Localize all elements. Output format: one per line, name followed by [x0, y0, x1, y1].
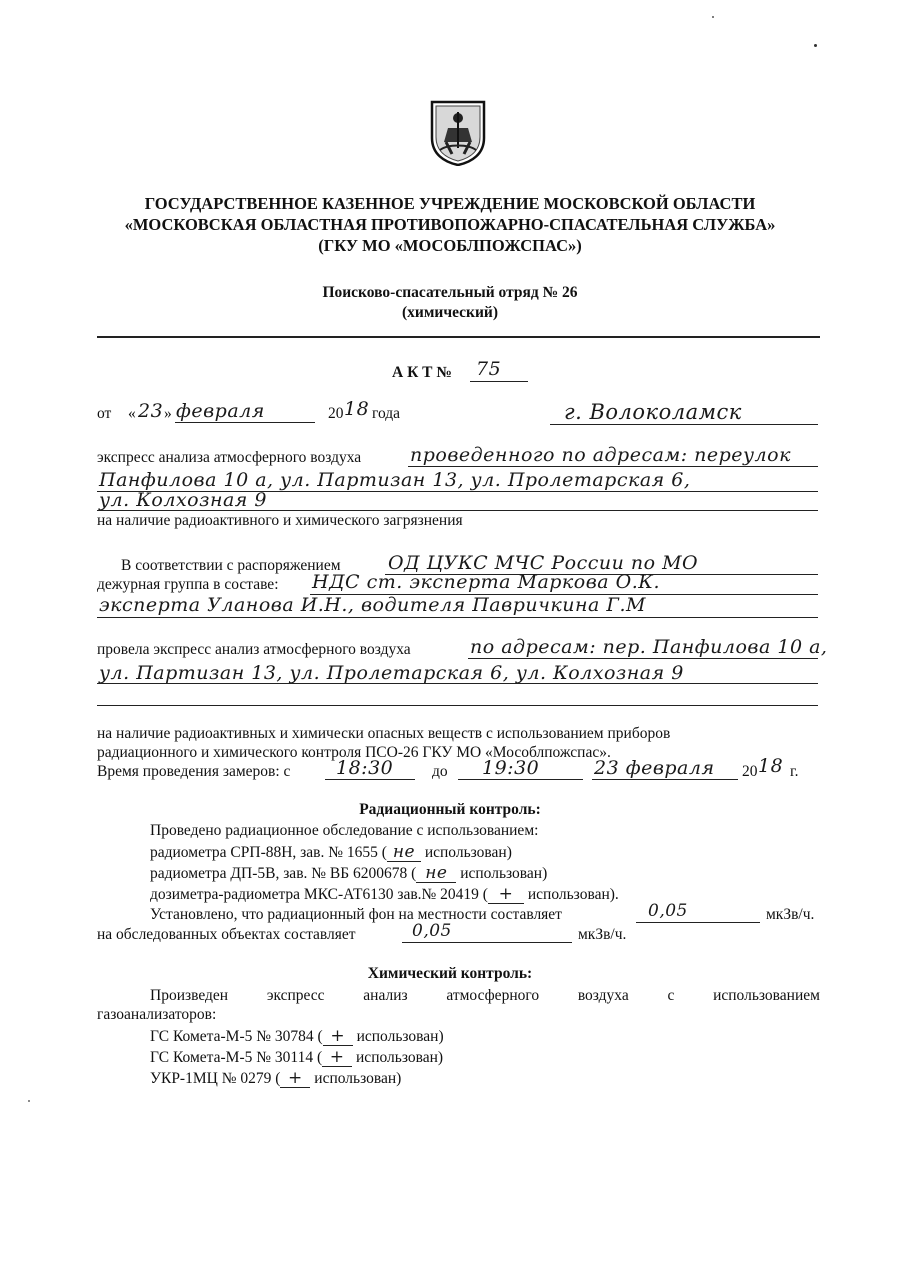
act-number: 75 [476, 358, 502, 380]
radiation-objects-underline [402, 942, 572, 943]
time-to-underline [458, 779, 583, 780]
radiation-device-3-text: дозиметра-радиометра МКС-АТ6130 зав.№ 20419 ( [150, 886, 488, 903]
radiation-device-1-text: радиометра СРП-88Н, зав. № 1655 ( [150, 844, 387, 861]
chemical-intro-word: атмосферного [446, 987, 540, 1004]
chemical-device-2-text: ГС Комета-М-5 № 30114 ( [150, 1049, 323, 1066]
express-address-line2: Панфилова 10 а, ул. Партизан 13, ул. Пролетарская 6, [99, 469, 691, 491]
chemical-intro-word: воздуха [577, 987, 629, 1004]
time-year-prefix: 20 [742, 763, 758, 780]
org-name-line1: ГОСУДАРСТВЕННОЕ КАЗЕННОЕ УЧРЕЖДЕНИЕ МОСКОВСКОЙ ОБЛАСТИ [144, 194, 756, 213]
chemical-intro-line1 [150, 987, 820, 1005]
radiation-title: Радиационный контроль: [359, 801, 541, 818]
act-label: А К Т № [392, 364, 452, 381]
radiation-intro: Проведено радиационное обследование с использованием: [150, 822, 539, 839]
radiation-device-2-mark: не [416, 864, 456, 883]
date-year: 18 [344, 398, 370, 420]
time-date: 23 февраля [594, 757, 715, 779]
radiation-device-2 [150, 864, 547, 883]
date-prefix: от [97, 405, 112, 422]
time-label: Время проведения замеров: с [97, 763, 291, 780]
chemical-device-3-text: УКР-1МЦ № 0279 ( [150, 1070, 281, 1087]
chemical-device-2-mark: + [322, 1048, 352, 1067]
conducted-label: провела экспресс анализ атмосферного воздуха [97, 641, 411, 658]
chemical-intro-word: анализ [363, 987, 408, 1004]
radiation-objects-value: 0,05 [412, 921, 452, 941]
radiation-background-underline [636, 922, 760, 923]
unit-name-line2: (химический) [402, 304, 498, 321]
purpose-line1: на наличие радиоактивных и химически опасных веществ с использованием приборов [97, 725, 671, 742]
chemical-intro-word: с [667, 987, 675, 1004]
chemical-device-1-status: использован) [356, 1028, 444, 1045]
date-city: г. Волоколамск [564, 400, 742, 424]
date-quote-open: « [128, 405, 136, 422]
time-from-underline [325, 779, 415, 780]
radiation-device-1-status: использован) [424, 844, 512, 861]
conducted-underline-1 [468, 658, 818, 659]
date-year-prefix: 20 [328, 405, 344, 422]
chemical-device-2 [150, 1048, 443, 1067]
chemical-intro-word: Произведен [150, 987, 229, 1004]
chemical-intro-word: использованием [713, 987, 820, 1004]
time-from: 18:30 [336, 757, 394, 779]
conducted-underline-3 [97, 705, 818, 706]
radiation-device-1 [150, 843, 512, 862]
date-city-underline [550, 424, 818, 425]
chemical-device-3-mark: + [280, 1069, 310, 1088]
purpose-line2: радиационного и химического контроля ПСО-26 ГКУ МО «Мособлпожспас». [97, 744, 611, 761]
scan-speck [712, 16, 714, 18]
time-year-suffix: г. [790, 763, 799, 780]
scan-speck [814, 44, 817, 47]
chemical-device-1-text: ГС Комета-М-5 № 30784 ( [150, 1028, 323, 1045]
express-tail: на наличие радиоактивного и химического загрязнения [97, 512, 463, 529]
radiation-objects-label: на обследованных объектах составляет [97, 926, 356, 943]
chemical-title: Химический контроль: [367, 965, 533, 982]
unit-name-line1: Поисково-спасательный отряд № 26 [322, 284, 578, 301]
chemical-device-3-status: использован) [314, 1070, 402, 1087]
chemical-intro-word: экспресс [266, 987, 325, 1004]
express-label: экспресс анализа атмосферного воздуха [97, 449, 362, 466]
group-members-line1: НДС ст. эксперта Маркова О.К. [312, 571, 661, 593]
group-underline-2 [97, 617, 818, 618]
radiation-device-2-status: использован) [460, 865, 548, 882]
express-underline-3 [97, 510, 818, 511]
conducted-address-line1: по адресам: пер. Панфилова 10 а, [470, 636, 828, 658]
date-month: февраля [176, 400, 265, 422]
header-divider [97, 336, 820, 338]
radiation-device-3-mark: + [488, 885, 524, 904]
act-number-underline [470, 381, 528, 382]
chemical-intro-line2: газоанализаторов: [97, 1006, 217, 1023]
date-day: 23 [138, 400, 164, 422]
radiation-device-3 [150, 885, 619, 904]
date-month-underline [175, 422, 315, 423]
conducted-address-line2: ул. Партизан 13, ул. Пролетарская 6, ул. Колхозная 9 [99, 662, 684, 684]
time-date-underline [592, 779, 738, 780]
scan-speck [28, 1100, 30, 1102]
radiation-background-label: Установлено, что радиационный фон на местности составляет [150, 906, 562, 923]
chemical-device-1-mark: + [323, 1027, 353, 1046]
chemical-device-1 [150, 1027, 444, 1046]
time-year: 18 [758, 755, 784, 777]
radiation-device-3-status: использован). [527, 886, 619, 903]
conducted-underline-2 [97, 683, 818, 684]
express-address-line1: проведенного по адресам: переулок [410, 444, 791, 466]
coat-of-arms-emblem [428, 98, 488, 166]
chemical-device-3 [150, 1069, 401, 1088]
radiation-background-value: 0,05 [648, 901, 688, 921]
express-underline-1 [408, 466, 818, 467]
time-to: 19:30 [482, 757, 540, 779]
radiation-device-2-text: радиометра ДП-5В, зав. № ВБ 6200678 ( [150, 865, 417, 882]
chemical-device-2-status: использован) [356, 1049, 444, 1066]
order-authority: ОД ЦУКС МЧС России по МО [388, 552, 699, 574]
date-year-suffix: года [372, 405, 401, 422]
radiation-device-1-mark: не [387, 843, 421, 862]
radiation-objects-unit: мкЗв/ч. [578, 926, 627, 943]
group-members-line2: эксперта Уланова И.Н., водителя Павричкина Г.М [99, 594, 646, 616]
express-address-line3: ул. Колхозная 9 [99, 489, 268, 511]
group-label: дежурная группа в составе: [97, 576, 279, 593]
order-label: В соответствии с распоряжением [121, 557, 341, 574]
org-name-line2: «МОСКОВСКАЯ ОБЛАСТНАЯ ПРОТИВОПОЖАРНО-СПАСАТЕЛЬНАЯ СЛУЖБА» [124, 215, 776, 234]
radiation-background-unit: мкЗв/ч. [766, 906, 815, 923]
org-name-line3: (ГКУ МО «МОСОБЛПОЖСПАС») [318, 236, 582, 255]
time-to-label: до [432, 763, 448, 780]
date-quote-close: » [164, 405, 172, 422]
